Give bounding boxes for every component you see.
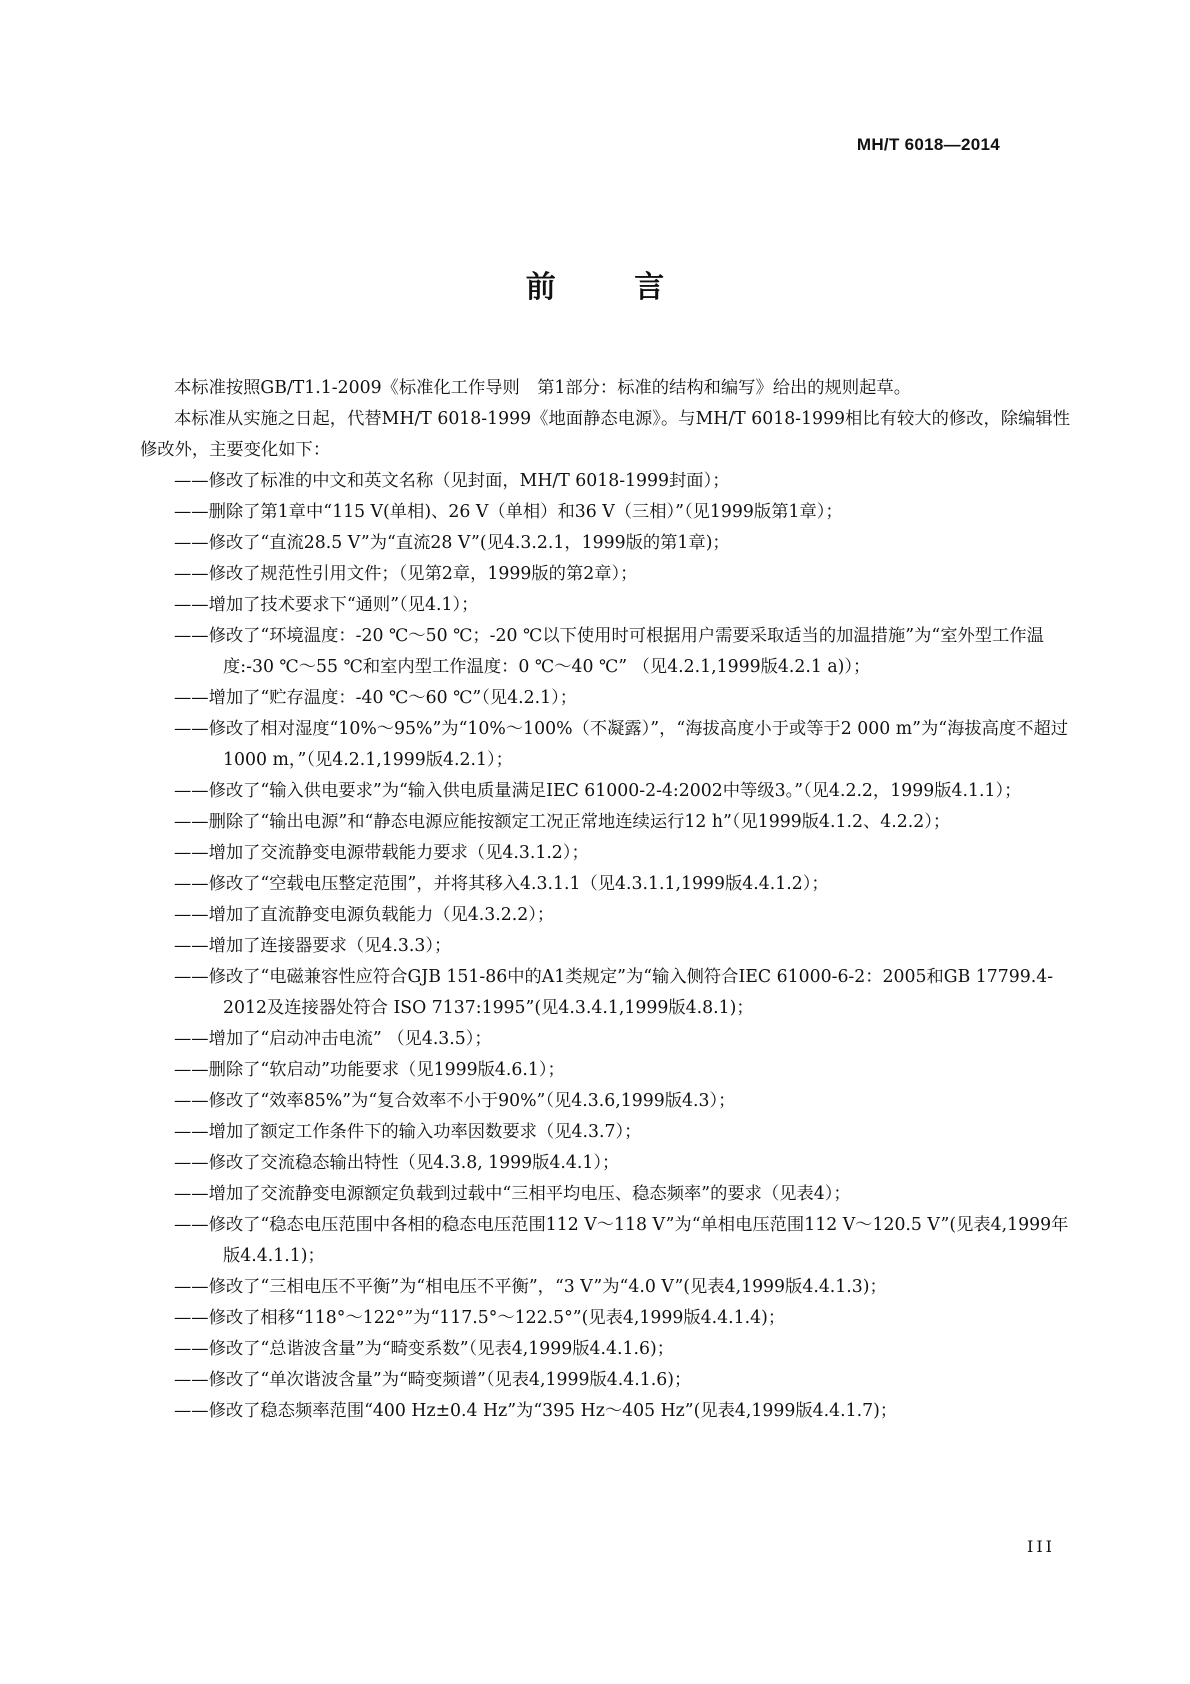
list-item: ——增加了直流静变电源负载能力（见4.3.2.2）； [174, 905, 555, 925]
list-item: ——删除了“软启动”功能要求（见1999版4.6.1）； [174, 1060, 565, 1080]
list-item: ——修改了标准的中文和英文名称（见封面，MH/T 6018-1999封面）； [174, 471, 730, 491]
list-item: ——增加了“贮存温度：-40 ℃～60 ℃”（见4.2.1）； [174, 688, 578, 708]
list-item: ——增加了技术要求下“通则”（见4.1）； [174, 595, 479, 615]
list-item: ——修改了“空载电压整定范围”，并将其移入4.3.1.1（见4.3.1.1,1999版4.4.1.2）； [174, 874, 829, 894]
paragraph: 本标准按照GB/T1.1-2009《标准化工作导则 第1部分：标准的结构和编写》给出的规则起草。 [174, 378, 911, 398]
list-item: ——修改了“电磁兼容性应符合GJB 151-86中的A1类规定”为“输入侧符合IEC 61000-6-2：2005和GB 17799.4-2012及连接器处符合 ISO 7137:1995”(见4.3.4.1,1999版4.8.1)； [174, 967, 1054, 1018]
document-code: MH/T 6018—2014 [856, 135, 1000, 154]
page-number: III [1027, 1537, 1055, 1556]
list-item: ——修改了交流稳态输出特性（见4.3.8, 1999版4.4.1）； [174, 1153, 620, 1173]
list-item: ——增加了额定工作条件下的输入功率因数要求（见4.3.7）； [174, 1122, 642, 1142]
list-item: ——修改了“稳态电压范围中各相的稳态电压范围112 V～118 V”为“单相电压范围112 V～120.5 V”(见表4,1999年版4.4.1.1)； [174, 1215, 1069, 1266]
list-item: ——修改了“三相电压不平衡”为“相电压不平衡”，“3 V”为“4.0 V”(见表4,1999版4.4.1.3)； [174, 1277, 887, 1297]
list-item: ——修改了“单次谐波含量”为“畸变频谱”（见表4,1999版4.4.1.6)； [174, 1370, 692, 1390]
list-item: ——修改了“效率85%”为“复合效率不小于90%”（见4.3.6,1999版4.3）； [174, 1091, 736, 1111]
paragraph: 本标准从实施之日起，代替MH/T 6018-1999《地面静态电源》。与MH/T 6018-1999相比有较大的修改，除编辑性修改外，主要变化如下： [140, 409, 1070, 460]
list-item: ——修改了相移“118°～122°”为“117.5°～122.5°”(见表4,1999版4.4.1.4)； [174, 1308, 786, 1328]
list-item: ——修改了规范性引用文件；（见第2章，1999版的第2章）； [174, 564, 638, 584]
list-item: ——删除了第1章中“115 V(单相)、26 V（单相）和36 V（三相）”（见1999版第1章）； [174, 502, 843, 522]
list-item: ——删除了“输出电源”和“静态电源应能按额定工况正常地连续运行12 h”（见1999版4.1.2、4.2.2）； [174, 812, 951, 832]
list-item: ——修改了相对湿度“10%～95%”为“10%～100%（不凝露）”，“海拔高度小于或等于2 000 m”为“海拔高度不超过1000 m，”（见4.2.1,1999版4.2.1）； [174, 719, 1069, 770]
list-item: ——增加了交流静变电源带载能力要求（见4.3.1.2）； [174, 843, 589, 863]
list-item: ——修改了“直流28.5 V”为“直流28 V”(见4.3.2.1，1999版的第1章)； [174, 533, 730, 553]
list-item: ——修改了稳态频率范围“400 Hz±0.4 Hz”为“395 Hz～405 Hz”(见表4,1999版4.4.1.7)； [174, 1401, 898, 1421]
change-list [140, 466, 1070, 1427]
list-item: ——修改了“输入供电要求”为“输入供电质量满足IEC 61000-2-4:2002中等级3。”（见4.2.2，1999版4.1.1）； [174, 781, 1022, 801]
list-item: ——增加了交流静变电源额定负载到过载中“三相平均电压、稳态频率”的要求（见表4）； [174, 1184, 851, 1204]
list-item: ——增加了“启动冲击电流” （见4.3.5）； [174, 1029, 492, 1049]
page-title: 前 言 [525, 270, 699, 305]
document-body [140, 373, 1070, 1427]
list-item: ——增加了连接器要求（见4.3.3）； [174, 936, 452, 956]
list-item: ——修改了“环境温度：-20 ℃～50 ℃；-20 ℃以下使用时可根据用户需要采取适当的加温措施”为“室外型工作温度:-30 ℃～55 ℃和室内型工作温度：0 ℃～40 ℃” （见4.2.1,1999版4.2.1 a)）； [174, 626, 1044, 677]
list-item: ——修改了“总谐波含量”为“畸变系数”（见表4,1999版4.4.1.6)； [174, 1339, 674, 1359]
